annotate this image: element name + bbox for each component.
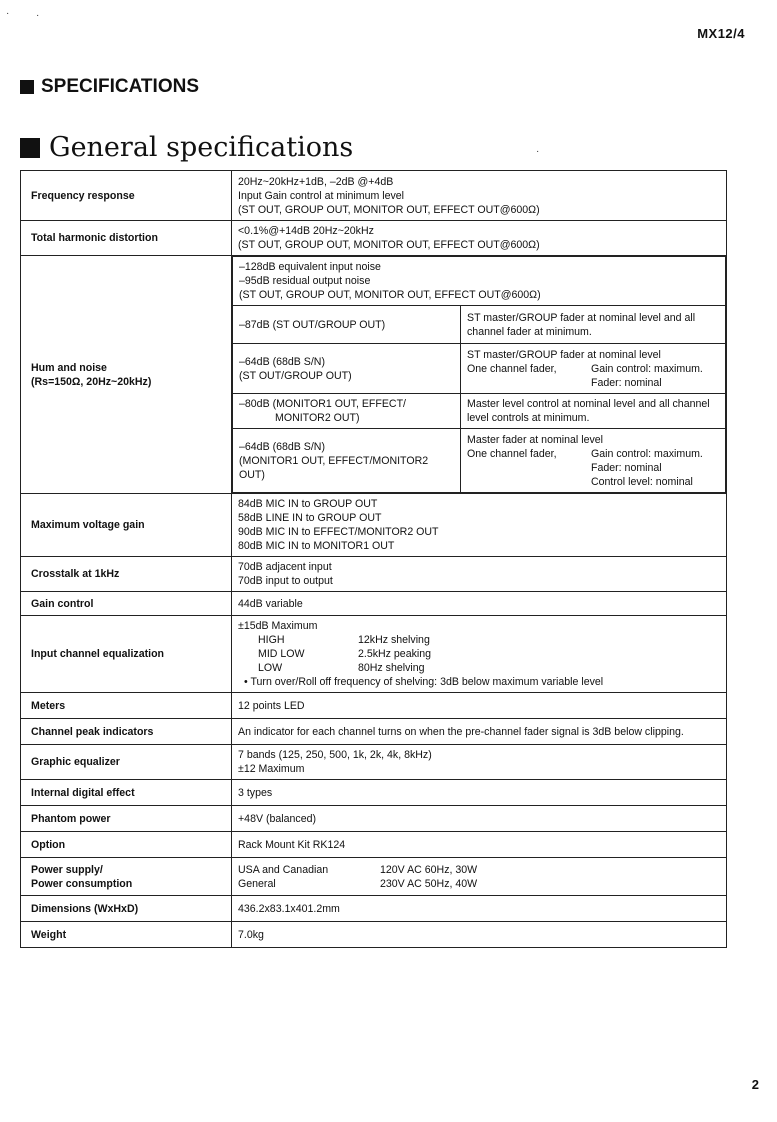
value-line: 90dB MIC IN to EFFECT/MONITOR2 OUT bbox=[238, 526, 439, 538]
value-line: ±12 Maximum bbox=[238, 763, 305, 775]
hum-noise-condition bbox=[461, 429, 726, 493]
value-line: (ST OUT, GROUP OUT, MONITOR OUT, EFFECT OUT@600Ω) bbox=[238, 203, 540, 216]
eq-band-name: MID LOW bbox=[258, 648, 305, 660]
scan-dot: · bbox=[6, 8, 10, 19]
power-region: USA and Canadian bbox=[238, 863, 329, 876]
condition-value: Gain control: maximum. bbox=[591, 447, 703, 460]
section-title: SPECIFICATIONS bbox=[41, 76, 199, 97]
spec-label: Option bbox=[21, 832, 232, 858]
value-line: ±15dB Maximum bbox=[238, 620, 318, 632]
spec-value: An indicator for each channel turns on when the pre-channel fader signal is 3dB below clipping. bbox=[232, 719, 727, 745]
condition-line: level controls at minimum. bbox=[467, 412, 590, 424]
condition-line: ST master/GROUP fader at nominal level and all bbox=[467, 311, 696, 324]
power-region: General bbox=[238, 877, 276, 890]
power-row bbox=[238, 877, 720, 891]
condition-key: One channel fader, bbox=[467, 447, 557, 460]
hum-noise-level bbox=[233, 344, 461, 394]
bullet-square-icon bbox=[20, 138, 40, 158]
spec-value bbox=[232, 616, 727, 693]
spec-value: 44dB variable bbox=[232, 592, 727, 616]
spec-value: 436.2x83.1x401.2mm bbox=[232, 896, 727, 922]
eq-band-name: LOW bbox=[258, 662, 283, 674]
spec-row-frequency-response bbox=[21, 171, 727, 221]
condition-line: Control level: nominal bbox=[591, 475, 693, 488]
spec-row-peak-indicators bbox=[21, 719, 727, 745]
spec-label: Frequency response bbox=[21, 171, 232, 221]
spec-value bbox=[232, 171, 727, 221]
level-line: MONITOR2 OUT) bbox=[275, 412, 360, 424]
spec-label: Total harmonic distortion bbox=[21, 221, 232, 256]
condition-line bbox=[467, 362, 719, 376]
value-line: 70dB input to output bbox=[238, 575, 333, 587]
level-line: (MONITOR1 OUT, EFFECT/MONITOR2 bbox=[239, 454, 429, 467]
spec-value bbox=[232, 858, 727, 896]
spec-label: Crosstalk at 1kHz bbox=[21, 557, 232, 592]
spec-label bbox=[21, 858, 232, 896]
level-line: –80dB (MONITOR1 OUT, EFFECT/ bbox=[239, 398, 406, 410]
value-line: <0.1%@+14dB 20Hz~20kHz bbox=[238, 225, 374, 237]
value-line: 80dB MIC IN to MONITOR1 OUT bbox=[238, 540, 395, 552]
spec-row-meters bbox=[21, 693, 727, 719]
spec-value: 12 points LED bbox=[232, 693, 727, 719]
spec-row-thd bbox=[21, 221, 727, 256]
label-line: Hum and noise bbox=[31, 361, 107, 374]
spec-value: 3 types bbox=[232, 780, 727, 806]
eq-note: • Turn over/Roll off frequency of shelving: 3dB below maximum variable level bbox=[244, 676, 604, 688]
condition-line: channel fader at minimum. bbox=[467, 325, 592, 338]
value-line: (ST OUT, GROUP OUT, MONITOR OUT, EFFECT OUT@600Ω) bbox=[239, 289, 541, 301]
eq-band-value: 2.5kHz peaking bbox=[358, 648, 432, 660]
spec-row-hum-noise bbox=[21, 256, 727, 494]
eq-band-value: 12kHz shelving bbox=[358, 634, 430, 646]
level-line: (ST OUT/GROUP OUT) bbox=[239, 369, 352, 382]
specifications-table bbox=[20, 170, 727, 948]
spec-label: Dimensions (WxHxD) bbox=[21, 896, 232, 922]
power-value: 120V AC 60Hz, 30W bbox=[380, 863, 478, 876]
spec-row-weight bbox=[21, 922, 727, 948]
hum-noise-subtable bbox=[232, 256, 726, 493]
spec-row-option bbox=[21, 832, 727, 858]
spec-value: +48V (balanced) bbox=[232, 806, 727, 832]
level-line: –64dB (68dB S/N) bbox=[239, 355, 325, 368]
spec-row-gain-control bbox=[21, 592, 727, 616]
spec-value bbox=[232, 745, 727, 780]
label-line: Power supply/ bbox=[31, 863, 103, 876]
spec-label: Meters bbox=[21, 693, 232, 719]
page-number: 2 bbox=[751, 1077, 759, 1092]
condition-line: Fader: nominal bbox=[591, 376, 662, 389]
spec-value bbox=[232, 557, 727, 592]
hum-noise-condition bbox=[461, 344, 726, 394]
scan-dot: · bbox=[536, 146, 540, 157]
power-row bbox=[238, 863, 720, 877]
spec-label: Channel peak indicators bbox=[21, 719, 232, 745]
value-line: 70dB adjacent input bbox=[238, 561, 332, 573]
hum-noise-level bbox=[233, 394, 461, 429]
label-line: (Rs=150Ω, 20Hz~20kHz) bbox=[31, 375, 152, 388]
eq-band bbox=[238, 633, 720, 647]
spec-label bbox=[21, 256, 232, 494]
value-line: Input Gain control at minimum level bbox=[238, 189, 405, 202]
condition-key: One channel fader, bbox=[467, 362, 557, 375]
eq-band-name: HIGH bbox=[258, 634, 285, 646]
hum-noise-condition bbox=[461, 306, 726, 344]
level-line: OUT) bbox=[239, 468, 265, 481]
hum-noise-level bbox=[233, 429, 461, 493]
value-line: 58dB LINE IN to GROUP OUT bbox=[238, 512, 382, 524]
spec-row-input-eq bbox=[21, 616, 727, 693]
spec-row-phantom-power bbox=[21, 806, 727, 832]
subsection-heading bbox=[20, 132, 353, 163]
condition-line: ST master/GROUP fader at nominal level bbox=[467, 348, 661, 361]
spec-value: Rack Mount Kit RK124 bbox=[232, 832, 727, 858]
eq-band bbox=[238, 647, 720, 661]
eq-band bbox=[238, 661, 720, 675]
value-line: 20Hz~20kHz+1dB, –2dB @+4dB bbox=[238, 175, 394, 188]
eq-band-value: 80Hz shelving bbox=[358, 662, 425, 674]
hum-noise-level: –87dB (ST OUT/GROUP OUT) bbox=[233, 306, 461, 344]
spec-label: Graphic equalizer bbox=[21, 745, 232, 780]
condition-line: Master fader at nominal level bbox=[467, 433, 604, 446]
spec-value bbox=[232, 256, 727, 494]
spec-label: Input channel equalization bbox=[21, 616, 232, 693]
spec-label: Maximum voltage gain bbox=[21, 494, 232, 557]
value-line: (ST OUT, GROUP OUT, MONITOR OUT, EFFECT OUT@600Ω) bbox=[238, 239, 540, 251]
condition-line: Fader: nominal bbox=[591, 461, 662, 474]
bullet-square-icon bbox=[20, 80, 34, 94]
spec-label: Weight bbox=[21, 922, 232, 948]
spec-value bbox=[232, 494, 727, 557]
spec-row-digital-effect bbox=[21, 780, 727, 806]
condition-value: Gain control: maximum. bbox=[591, 362, 703, 375]
hum-noise-general bbox=[233, 257, 726, 306]
section-heading bbox=[20, 76, 199, 98]
spec-row-dimensions bbox=[21, 896, 727, 922]
value-line: –95dB residual output noise bbox=[239, 275, 371, 287]
model-number: MX12/4 bbox=[697, 26, 745, 41]
value-line: 84dB MIC IN to GROUP OUT bbox=[238, 498, 378, 510]
spec-row-max-voltage-gain bbox=[21, 494, 727, 557]
spec-value: 7.0kg bbox=[232, 922, 727, 948]
label-line: Power consumption bbox=[31, 877, 133, 890]
spec-label: Internal digital effect bbox=[21, 780, 232, 806]
power-value: 230V AC 50Hz, 40W bbox=[380, 877, 478, 890]
subsection-title: General specifications bbox=[49, 132, 354, 163]
spec-label: Phantom power bbox=[21, 806, 232, 832]
level-line: –64dB (68dB S/N) bbox=[239, 440, 325, 453]
spec-value bbox=[232, 221, 727, 256]
spec-row-power bbox=[21, 858, 727, 896]
spec-row-graphic-eq bbox=[21, 745, 727, 780]
value-line: 7 bands (125, 250, 500, 1k, 2k, 4k, 8kHz) bbox=[238, 749, 432, 761]
condition-line: Master level control at nominal level and all channel bbox=[467, 398, 710, 410]
hum-noise-condition bbox=[461, 394, 726, 429]
condition-line bbox=[467, 447, 719, 461]
spec-label: Gain control bbox=[21, 592, 232, 616]
scan-dot: · bbox=[36, 10, 40, 21]
value-line: –128dB equivalent input noise bbox=[239, 261, 381, 273]
spec-row-crosstalk bbox=[21, 557, 727, 592]
